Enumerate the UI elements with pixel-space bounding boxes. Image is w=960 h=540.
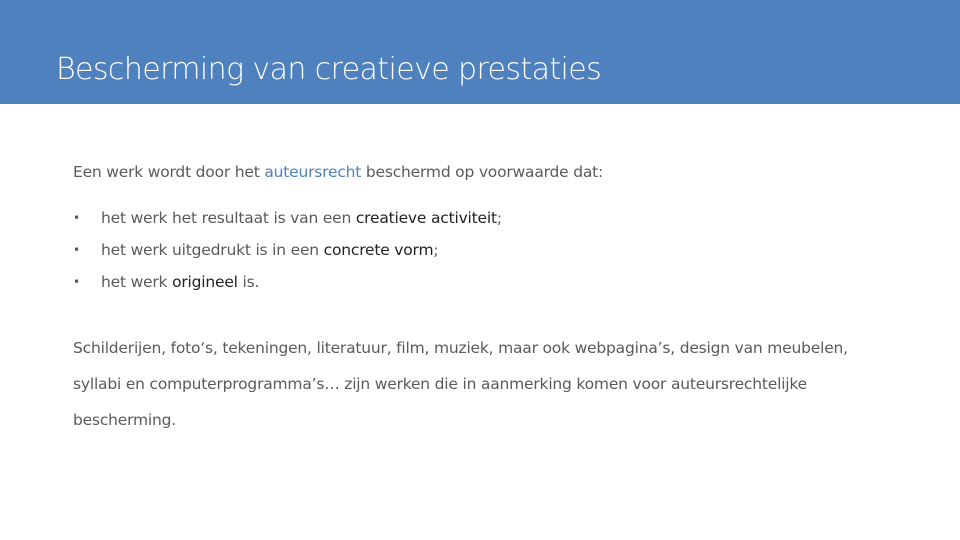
bullet-text: het werk het resultaat is van een xyxy=(101,209,356,227)
slide-title: Bescherming van creatieve prestaties xyxy=(56,52,602,87)
bullet-suffix: ; xyxy=(496,209,502,227)
intro-after: beschermd op voorwaarde dat: xyxy=(361,163,604,181)
examples-paragraph: Schilderijen, foto‘s, tekeningen, literatuur, film, muziek, maar ook webpagina’s, design van meubelen, syllabi en computerprogramma’s… zijn werken die in aanmerking komen voor auteursrechtelijke bescherming. xyxy=(73,339,848,429)
list-item xyxy=(73,234,893,266)
bullet-text: het werk xyxy=(101,273,173,291)
bullet-icon: • xyxy=(73,211,80,225)
bullet-keyword: concrete vorm xyxy=(323,241,434,259)
bullet-keyword: creatieve activiteit xyxy=(355,209,497,227)
intro-before: Een werk wordt door het xyxy=(73,163,265,181)
slide-content xyxy=(73,158,893,438)
intro-highlight: auteursrecht xyxy=(264,163,362,181)
bullet-suffix: ; xyxy=(433,241,439,259)
condition-list xyxy=(73,202,893,298)
list-item xyxy=(73,266,893,298)
title-bar xyxy=(0,0,960,104)
bullet-text: het werk uitgedrukt is in een xyxy=(101,241,324,259)
list-item xyxy=(73,202,893,234)
bullet-icon: • xyxy=(73,243,80,257)
bullet-keyword: origineel xyxy=(172,273,238,291)
bullet-icon: • xyxy=(73,275,80,289)
bullet-suffix: is. xyxy=(237,273,260,291)
intro-text xyxy=(73,158,893,186)
